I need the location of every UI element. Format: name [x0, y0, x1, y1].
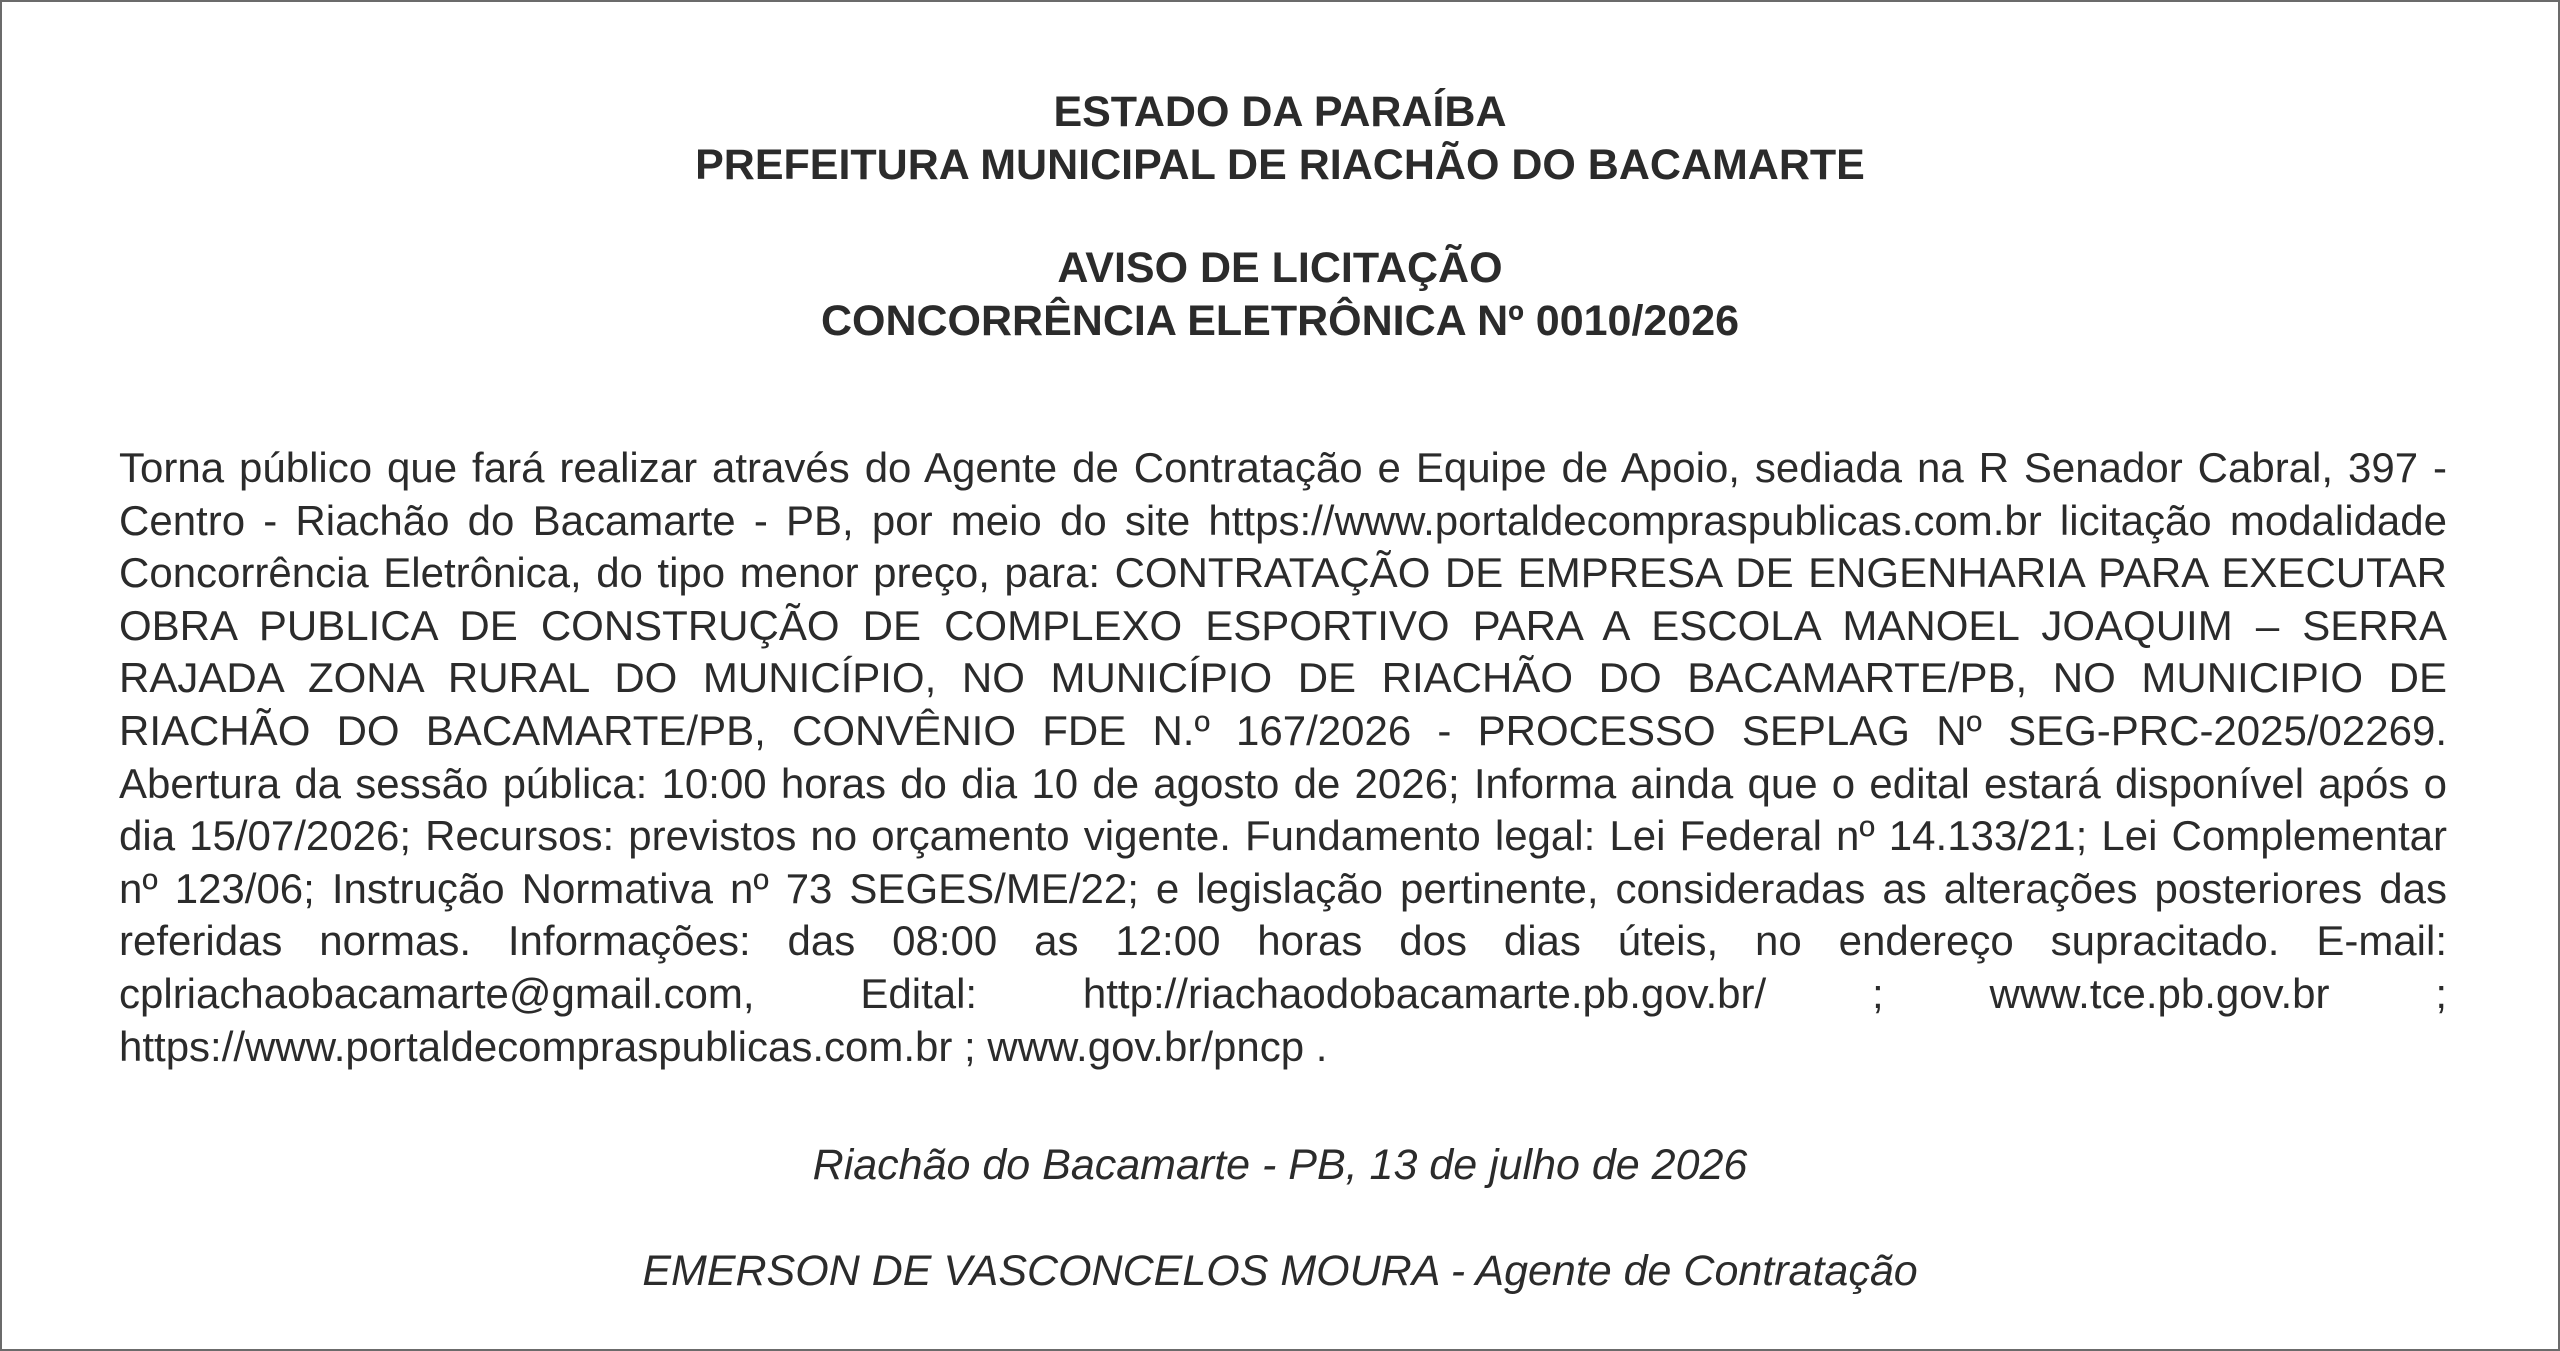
- notice-title-block: [2, 242, 2558, 348]
- procedure-number: CONCORRÊNCIA ELETRÔNICA Nº 0010/2026: [820, 297, 1740, 345]
- prefecture-name: PREFEITURA MUNICIPAL DE RIACHÃO DO BACAMARTE: [695, 141, 1865, 189]
- place-and-date: Riachão do Bacamarte - PB, 13 de julho de 2026: [812, 1141, 1748, 1189]
- issuer-header: [2, 86, 2558, 192]
- state-name: ESTADO DA PARAÍBA: [1053, 88, 1507, 136]
- notice-type: AVISO DE LICITAÇÃO: [1057, 244, 1503, 292]
- signatory: EMERSON DE VASCONCELOS MOURA - Agente de Contratação: [642, 1247, 1918, 1295]
- notice-body: Torna público que fará realizar através do Agente de Contratação e Equipe de Apoio, sediada na R Senador Cabral, 397 - Centro - Riachão do Bacamarte - PB, por meio do site https://www.portaldecompraspublicas.com.br licitação modalidade Concorrência Eletrônica, do tipo menor preço, para: CONTRATAÇÃO DE EMPRESA DE ENGENHARIA PARA EXECUTAR OBRA PUBLICA DE CONSTRUÇÃO DE COMPLEXO ESPORTIVO PARA A ESCOLA MANOEL JOAQUIM – SERRA RAJADA ZONA RURAL DO MUNICÍPIO, NO MUNICÍPIO DE RIACHÃO DO BACAMARTE/PB, NO MUNICIPIO DE RIACHÃO DO BACAMARTE/PB, CONVÊNIO FDE N.º 167/2026 - PROCESSO SEPLAG Nº SEG-PRC-2025/02269. Abertura da sessão pública: 10:00 horas do dia 10 de agosto de 2026; Informa ainda que o edital estará disponível após o dia 15/07/2026; Recursos: previstos no orçamento vigente. Fundamento legal: Lei Federal nº 14.133/21; Lei Complementar nº 123/06; Instrução Normativa nº 73 SEGES/ME/22; e legislação pertinente, consideradas as alterações posteriores das referidas normas. Informações: das 08:00 as 12:00 horas dos dias úteis, no endereço supracitado. E-mail: cplriachaobacamarte@gmail.com, Edital: http://riachaodobacamarte.pb.gov.br/ ; www.tce.pb.gov.br ; https://www.portaldecompraspublicas.com.br ; www.gov.br/pncp .: [119, 444, 2447, 1070]
